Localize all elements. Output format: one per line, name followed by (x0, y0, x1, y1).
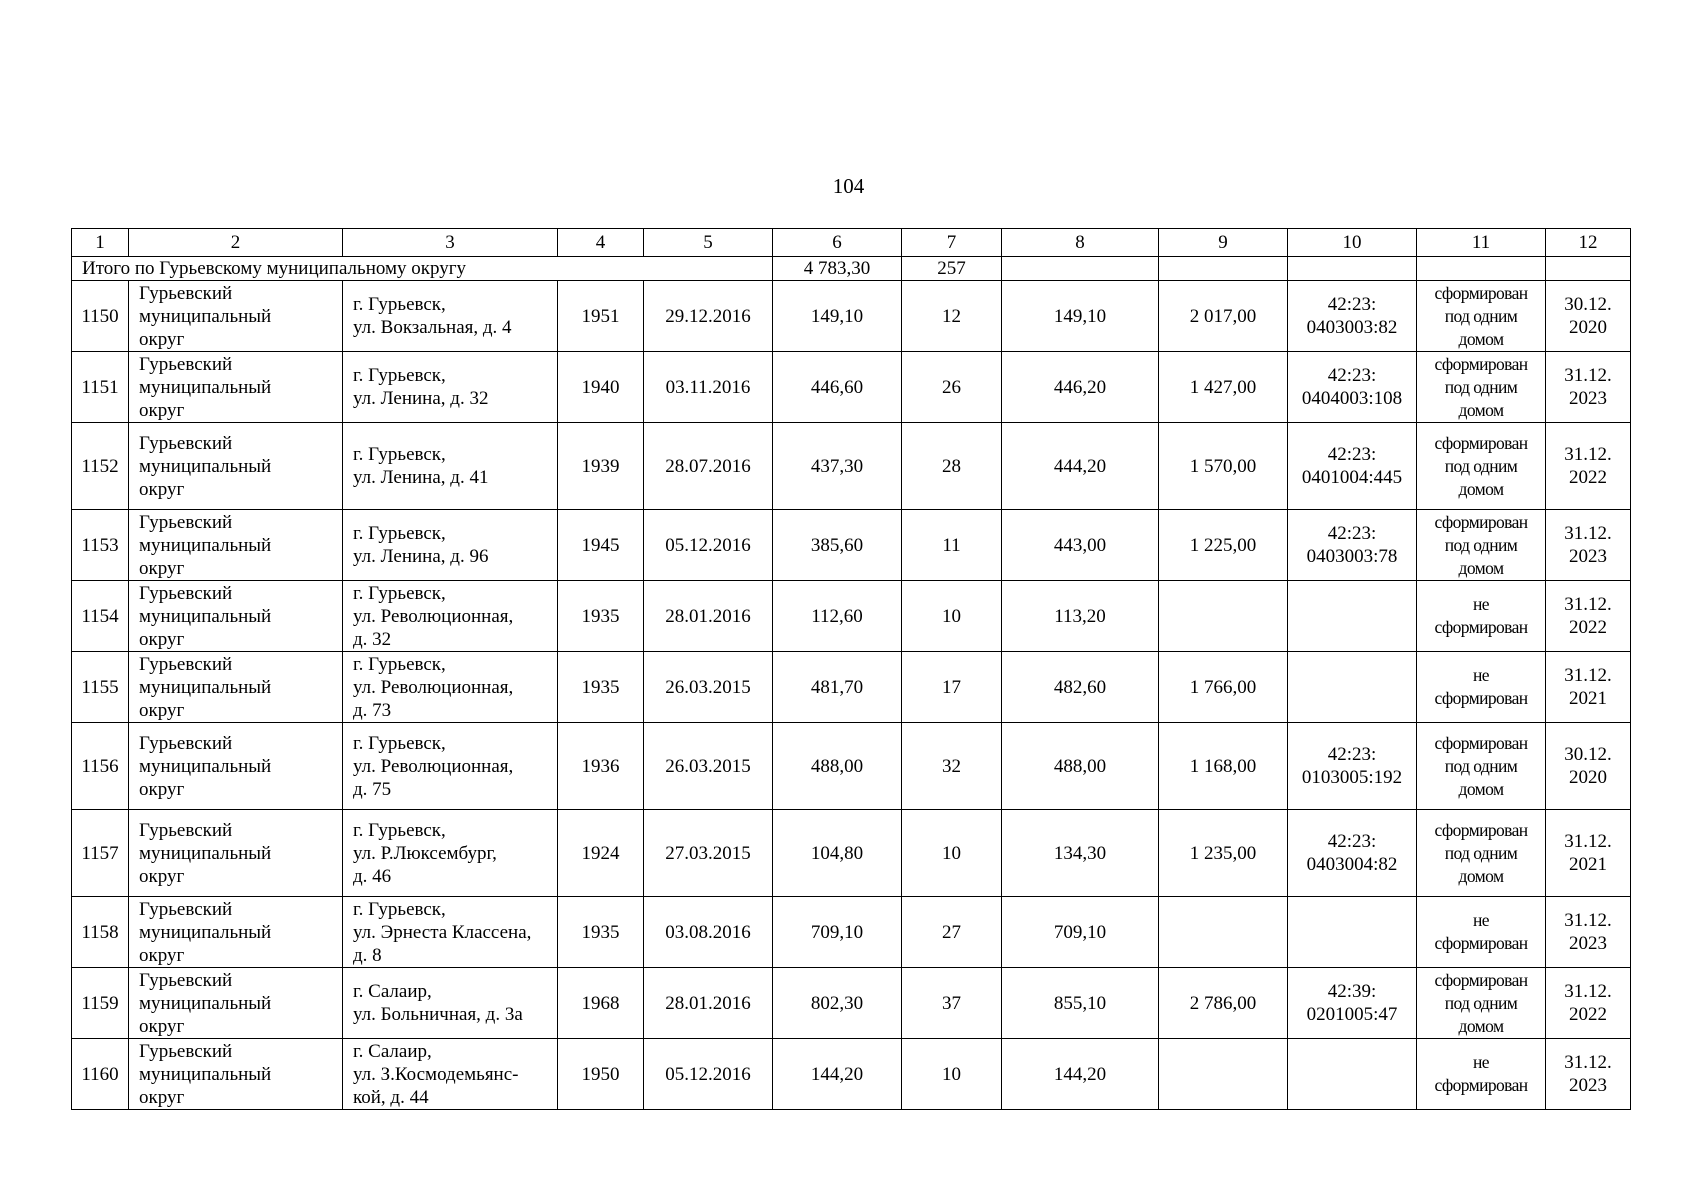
total-row (72, 257, 1631, 281)
cadastral-cell (1288, 581, 1417, 652)
deadline-line: 2022 (1569, 617, 1607, 638)
date-cell: 03.08.2016 (644, 897, 773, 968)
address-line: д. 32 (353, 628, 392, 650)
district-line: Гурьевский (139, 432, 233, 454)
column-header: 4 (558, 229, 644, 257)
district-line: округ (139, 1086, 185, 1108)
area-cell: 481,70 (773, 652, 902, 723)
address-line: г. Гурьевск, (353, 365, 446, 386)
address-line: г. Гурьевск, (353, 444, 446, 465)
cadastral-line: 42:23: (1327, 294, 1377, 315)
status-cell (1417, 897, 1546, 968)
address-line: ул. Ленина, д. 96 (353, 546, 489, 567)
district-line: округ (139, 557, 185, 579)
land-cell (1159, 897, 1288, 968)
address-line: ул. Р.Люксембург, (353, 842, 497, 864)
year-cell: 1935 (558, 897, 644, 968)
status-cell (1417, 352, 1546, 423)
area2-cell: 113,20 (1002, 581, 1159, 652)
cadastral-line: 42:23: (1327, 744, 1377, 765)
status-line: не (1473, 910, 1489, 930)
address-line: г. Гурьевск, (353, 294, 446, 315)
deadline-line: 31.12. (1564, 831, 1612, 852)
residents-cell: 10 (902, 581, 1002, 652)
land-cell: 2 786,00 (1159, 968, 1288, 1039)
cadastral-line: 42:23: (1327, 523, 1377, 544)
cadastral-line: 0103005:192 (1301, 767, 1403, 788)
cadastral-line: 42:23: (1327, 831, 1377, 852)
deadline-line: 2023 (1569, 388, 1607, 409)
area2-cell: 149,10 (1002, 281, 1159, 352)
district-line: округ (139, 778, 185, 800)
district-line: Гурьевский (139, 353, 233, 375)
land-cell: 1 168,00 (1159, 723, 1288, 810)
district-line: округ (139, 944, 185, 966)
deadline-line: 2021 (1569, 854, 1607, 875)
cadastral-cell (1288, 510, 1417, 581)
district-line: муниципальный (139, 605, 272, 627)
row-number: 1154 (72, 581, 129, 652)
area2-cell: 709,10 (1002, 897, 1159, 968)
deadline-line: 30.12. (1564, 744, 1612, 765)
year-cell: 1935 (558, 652, 644, 723)
column-header: 10 (1288, 229, 1417, 257)
row-number: 1158 (72, 897, 129, 968)
cadastral-line: 0401004:445 (1301, 467, 1403, 488)
address-cell (343, 723, 558, 810)
deadline-cell (1546, 281, 1631, 352)
district-line: округ (139, 628, 185, 650)
district-line: муниципальный (139, 376, 272, 398)
area2-cell: 855,10 (1002, 968, 1159, 1039)
status-line: под одним (1444, 376, 1518, 397)
district-line: муниципальный (139, 921, 272, 943)
status-cell (1417, 652, 1546, 723)
status-line: сформирован (1434, 511, 1528, 532)
date-cell: 05.12.2016 (644, 510, 773, 581)
row-number: 1150 (72, 281, 129, 352)
district-line: муниципальный (139, 755, 272, 777)
cadastral-line: 0201005:47 (1306, 1004, 1398, 1025)
district-line: Гурьевский (139, 653, 233, 675)
address-line: д. 73 (353, 699, 392, 721)
year-cell: 1924 (558, 810, 644, 897)
empty-cell (1546, 257, 1631, 281)
area2-cell: 134,30 (1002, 810, 1159, 897)
district-line: округ (139, 399, 185, 421)
address-line: д. 75 (353, 778, 392, 800)
column-header: 7 (902, 229, 1002, 257)
year-cell: 1951 (558, 281, 644, 352)
residents-cell: 10 (902, 1039, 1002, 1110)
deadline-cell (1546, 581, 1631, 652)
status-line: не (1473, 665, 1489, 685)
land-cell: 1 570,00 (1159, 423, 1288, 510)
address-line: д. 46 (353, 865, 392, 887)
land-cell: 1 225,00 (1159, 510, 1288, 581)
district-line: округ (139, 328, 185, 350)
deadline-line: 30.12. (1564, 294, 1612, 315)
column-header: 2 (129, 229, 343, 257)
area-cell: 112,60 (773, 581, 902, 652)
date-cell: 28.01.2016 (644, 581, 773, 652)
deadline-line: 2020 (1569, 767, 1607, 788)
status-line: не (1473, 594, 1489, 614)
deadline-line: 2022 (1569, 1004, 1607, 1025)
empty-cell (1417, 257, 1546, 281)
status-line: домом (1458, 328, 1504, 349)
table-row (72, 652, 1631, 723)
status-cell (1417, 510, 1546, 581)
year-cell: 1950 (558, 1039, 644, 1110)
status-line: сформирован (1434, 732, 1528, 753)
address-line: ул. Больничная, д. 3а (353, 1004, 523, 1025)
district-cell (129, 281, 343, 352)
date-cell: 29.12.2016 (644, 281, 773, 352)
deadline-line: 2023 (1569, 933, 1607, 954)
district-cell (129, 723, 343, 810)
district-line: Гурьевский (139, 732, 233, 754)
residents-cell: 26 (902, 352, 1002, 423)
area-cell: 104,80 (773, 810, 902, 897)
total-residents: 257 (902, 257, 1002, 281)
status-line: сформирован (1434, 353, 1528, 374)
status-line: сформирован (1434, 1075, 1528, 1095)
residents-cell: 27 (902, 897, 1002, 968)
deadline-cell (1546, 652, 1631, 723)
status-cell (1417, 810, 1546, 897)
address-line: кой, д. 44 (353, 1086, 429, 1108)
table-row (72, 968, 1631, 1039)
deadline-line: 31.12. (1564, 444, 1612, 465)
table-row (72, 281, 1631, 352)
district-line: муниципальный (139, 1063, 272, 1085)
status-line: под одним (1444, 842, 1518, 863)
table-row (72, 897, 1631, 968)
cadastral-cell (1288, 810, 1417, 897)
address-line: ул. З.Космодемьянс- (353, 1063, 519, 1085)
district-cell (129, 1039, 343, 1110)
row-number: 1151 (72, 352, 129, 423)
district-cell (129, 581, 343, 652)
deadline-line: 31.12. (1564, 981, 1612, 1002)
district-cell (129, 968, 343, 1039)
area-cell: 149,10 (773, 281, 902, 352)
address-line: г. Гурьевск, (353, 523, 446, 544)
address-cell (343, 423, 558, 510)
address-line: д. 8 (353, 944, 382, 966)
status-line: сформирован (1434, 688, 1528, 708)
status-cell (1417, 723, 1546, 810)
status-line: под одним (1444, 992, 1518, 1013)
cadastral-cell (1288, 897, 1417, 968)
table-row (72, 810, 1631, 897)
district-cell (129, 510, 343, 581)
deadline-line: 31.12. (1564, 523, 1612, 544)
date-cell: 28.01.2016 (644, 968, 773, 1039)
status-line: сформирован (1434, 969, 1528, 990)
area2-cell: 443,00 (1002, 510, 1159, 581)
status-cell (1417, 968, 1546, 1039)
column-header: 9 (1159, 229, 1288, 257)
cadastral-line: 0403003:78 (1306, 546, 1398, 567)
district-line: муниципальный (139, 676, 272, 698)
cadastral-cell (1288, 652, 1417, 723)
row-number: 1152 (72, 423, 129, 510)
status-line: под одним (1444, 755, 1518, 776)
address-cell (343, 352, 558, 423)
column-header: 3 (343, 229, 558, 257)
address-cell (343, 897, 558, 968)
status-line: не (1473, 1052, 1489, 1072)
address-cell (343, 510, 558, 581)
cadastral-line: 42:23: (1327, 444, 1377, 465)
district-line: муниципальный (139, 305, 272, 327)
deadline-cell (1546, 510, 1631, 581)
area2-cell: 482,60 (1002, 652, 1159, 723)
cadastral-cell (1288, 352, 1417, 423)
column-header: 6 (773, 229, 902, 257)
address-line: г. Гурьевск, (353, 898, 446, 920)
deadline-line: 2021 (1569, 688, 1607, 709)
address-line: г. Салаир, (353, 1040, 432, 1062)
district-line: округ (139, 865, 185, 887)
address-line: ул. Эрнеста Классена, (353, 921, 532, 943)
residents-cell: 37 (902, 968, 1002, 1039)
district-line: муниципальный (139, 992, 272, 1014)
cadastral-line: 0403003:82 (1306, 317, 1398, 338)
total-area: 4 783,30 (773, 257, 902, 281)
status-line: домом (1458, 399, 1504, 420)
row-number: 1159 (72, 968, 129, 1039)
residents-cell: 32 (902, 723, 1002, 810)
address-line: г. Гурьевск, (353, 732, 446, 754)
address-line: ул. Ленина, д. 41 (353, 467, 489, 488)
status-line: сформирован (1434, 432, 1528, 453)
area-cell: 709,10 (773, 897, 902, 968)
year-cell: 1945 (558, 510, 644, 581)
status-line: под одним (1444, 305, 1518, 326)
status-line: домом (1458, 778, 1504, 799)
status-cell (1417, 1039, 1546, 1110)
status-line: сформирован (1434, 617, 1528, 637)
district-line: Гурьевский (139, 898, 233, 920)
address-cell (343, 652, 558, 723)
cadastral-cell (1288, 723, 1417, 810)
address-line: ул. Революционная, (353, 605, 514, 627)
status-cell (1417, 423, 1546, 510)
area-cell: 144,20 (773, 1039, 902, 1110)
status-line: сформирован (1434, 282, 1528, 303)
district-line: Гурьевский (139, 582, 233, 604)
table-row (72, 1039, 1631, 1110)
area-cell: 385,60 (773, 510, 902, 581)
deadline-line: 31.12. (1564, 1052, 1612, 1073)
residents-cell: 17 (902, 652, 1002, 723)
row-number: 1156 (72, 723, 129, 810)
row-number: 1160 (72, 1039, 129, 1110)
total-label: Итого по Гурьевскому муниципальному округу (72, 257, 773, 281)
cadastral-cell (1288, 423, 1417, 510)
deadline-cell (1546, 897, 1631, 968)
date-cell: 26.03.2015 (644, 723, 773, 810)
address-cell (343, 1039, 558, 1110)
date-cell: 27.03.2015 (644, 810, 773, 897)
district-line: Гурьевский (139, 1040, 233, 1062)
address-line: ул. Революционная, (353, 755, 514, 777)
empty-cell (1002, 257, 1159, 281)
row-number: 1155 (72, 652, 129, 723)
address-cell (343, 968, 558, 1039)
address-cell (343, 581, 558, 652)
residents-cell: 11 (902, 510, 1002, 581)
empty-cell (1159, 257, 1288, 281)
status-line: сформирован (1434, 933, 1528, 953)
district-cell (129, 423, 343, 510)
district-cell (129, 810, 343, 897)
deadline-line: 2022 (1569, 467, 1607, 488)
empty-cell (1288, 257, 1417, 281)
column-number-row (72, 229, 1631, 257)
address-line: г. Гурьевск, (353, 582, 446, 604)
area-cell: 446,60 (773, 352, 902, 423)
district-line: Гурьевский (139, 282, 233, 304)
land-cell (1159, 581, 1288, 652)
area2-cell: 488,00 (1002, 723, 1159, 810)
date-cell: 26.03.2015 (644, 652, 773, 723)
year-cell: 1939 (558, 423, 644, 510)
status-cell (1417, 581, 1546, 652)
column-header: 8 (1002, 229, 1159, 257)
address-line: ул. Ленина, д. 32 (353, 388, 489, 409)
date-cell: 03.11.2016 (644, 352, 773, 423)
deadline-line: 2020 (1569, 317, 1607, 338)
status-line: под одним (1444, 534, 1518, 555)
year-cell: 1940 (558, 352, 644, 423)
year-cell: 1935 (558, 581, 644, 652)
date-cell: 05.12.2016 (644, 1039, 773, 1110)
status-cell (1417, 281, 1546, 352)
address-line: г. Салаир, (353, 981, 432, 1002)
cadastral-line: 42:23: (1327, 365, 1377, 386)
district-cell (129, 897, 343, 968)
residents-cell: 12 (902, 281, 1002, 352)
column-header: 11 (1417, 229, 1546, 257)
table-row (72, 723, 1631, 810)
area-cell: 802,30 (773, 968, 902, 1039)
table-row (72, 352, 1631, 423)
cadastral-cell (1288, 968, 1417, 1039)
cadastral-line: 0403004:82 (1306, 854, 1398, 875)
date-cell: 28.07.2016 (644, 423, 773, 510)
district-cell (129, 352, 343, 423)
column-header: 5 (644, 229, 773, 257)
deadline-line: 31.12. (1564, 910, 1612, 931)
page-number: 104 (832, 174, 865, 198)
area-cell: 437,30 (773, 423, 902, 510)
district-line: муниципальный (139, 534, 272, 556)
deadline-line: 2023 (1569, 546, 1607, 567)
deadline-cell (1546, 810, 1631, 897)
column-header: 1 (72, 229, 129, 257)
district-cell (129, 652, 343, 723)
address-line: ул. Вокзальная, д. 4 (353, 317, 512, 338)
year-cell: 1968 (558, 968, 644, 1039)
deadline-cell (1546, 423, 1631, 510)
row-number: 1157 (72, 810, 129, 897)
address-cell (343, 281, 558, 352)
deadline-line: 31.12. (1564, 594, 1612, 615)
district-line: округ (139, 1015, 185, 1037)
district-line: Гурьевский (139, 969, 233, 991)
status-line: домом (1458, 865, 1504, 886)
district-line: муниципальный (139, 455, 272, 477)
row-number: 1153 (72, 510, 129, 581)
land-cell: 1 766,00 (1159, 652, 1288, 723)
land-cell: 2 017,00 (1159, 281, 1288, 352)
cadastral-cell (1288, 281, 1417, 352)
district-line: округ (139, 478, 185, 500)
district-line: муниципальный (139, 842, 272, 864)
deadline-line: 31.12. (1564, 365, 1612, 386)
status-line: домом (1458, 557, 1504, 578)
housing-registry-table (71, 228, 1631, 1110)
table-body (72, 229, 1631, 1110)
status-line: под одним (1444, 455, 1518, 476)
deadline-cell (1546, 723, 1631, 810)
district-line: Гурьевский (139, 511, 233, 533)
table-row (72, 423, 1631, 510)
area-cell: 488,00 (773, 723, 902, 810)
deadline-line: 31.12. (1564, 665, 1612, 686)
deadline-cell (1546, 968, 1631, 1039)
area2-cell: 444,20 (1002, 423, 1159, 510)
cadastral-line: 0404003:108 (1301, 388, 1403, 409)
cadastral-cell (1288, 1039, 1417, 1110)
status-line: домом (1458, 478, 1504, 499)
district-line: округ (139, 699, 185, 721)
address-line: г. Гурьевск, (353, 653, 446, 675)
land-cell: 1 235,00 (1159, 810, 1288, 897)
table-row (72, 581, 1631, 652)
district-line: Гурьевский (139, 819, 233, 841)
deadline-cell (1546, 352, 1631, 423)
area2-cell: 144,20 (1002, 1039, 1159, 1110)
address-cell (343, 810, 558, 897)
area2-cell: 446,20 (1002, 352, 1159, 423)
status-line: домом (1458, 1015, 1504, 1036)
cadastral-line: 42:39: (1327, 981, 1377, 1002)
deadline-line: 2023 (1569, 1075, 1607, 1096)
land-cell: 1 427,00 (1159, 352, 1288, 423)
land-cell (1159, 1039, 1288, 1110)
residents-cell: 28 (902, 423, 1002, 510)
address-line: г. Гурьевск, (353, 819, 446, 841)
year-cell: 1936 (558, 723, 644, 810)
address-line: ул. Революционная, (353, 676, 514, 698)
status-line: сформирован (1434, 819, 1528, 840)
residents-cell: 10 (902, 810, 1002, 897)
deadline-cell (1546, 1039, 1631, 1110)
column-header: 12 (1546, 229, 1631, 257)
table-row (72, 510, 1631, 581)
